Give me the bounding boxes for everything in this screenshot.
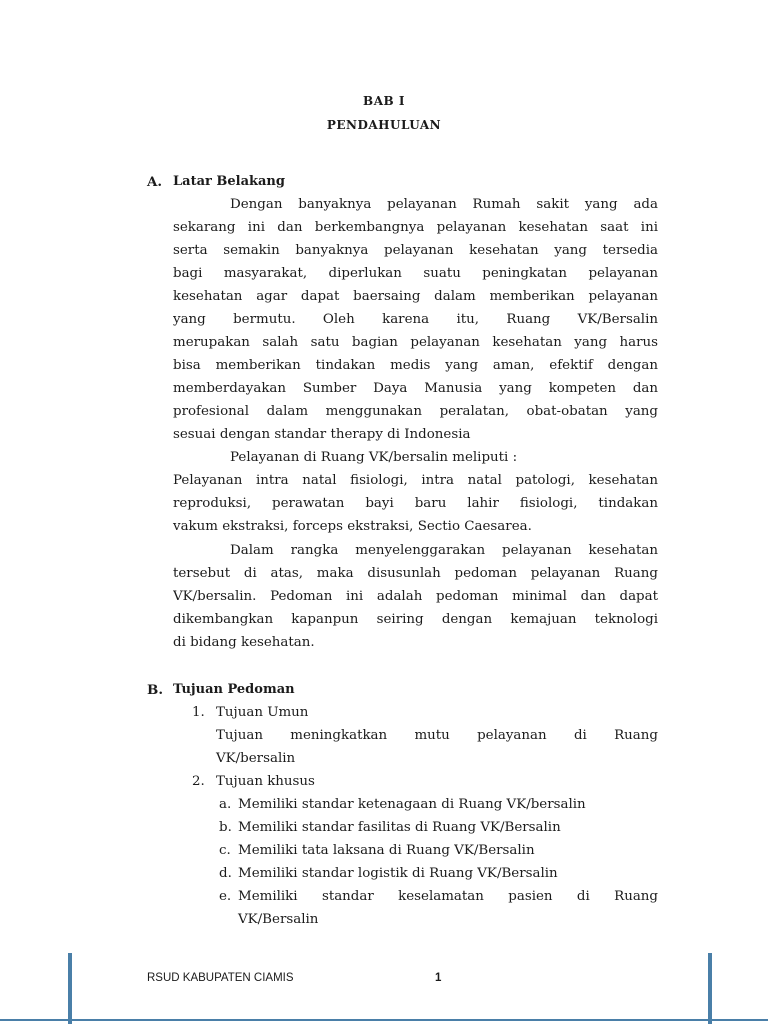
sub-item-marker: a.	[219, 797, 232, 812]
section-b-title: Tujuan Pedoman	[173, 682, 295, 697]
item-1-marker: 1.	[192, 705, 205, 720]
paragraph-line: di bidang kesehatan.	[173, 635, 315, 650]
chapter-number: BAB I	[363, 94, 405, 108]
footer-organization: RSUD KABUPATEN CIAMIS	[147, 972, 294, 984]
sub-item-text: Memiliki standar keselamatan pasien di Ruang	[238, 889, 658, 904]
section-b-marker: B.	[147, 682, 163, 698]
item-1-title: Tujuan Umun	[216, 705, 309, 720]
paragraph-line: sesuai dengan standar therapy di Indonesia	[173, 427, 471, 442]
item-2-marker: 2.	[192, 774, 205, 789]
paragraph-line: Pelayanan di Ruang VK/bersalin meliputi :	[230, 450, 518, 465]
section-a-title: Latar Belakang	[173, 174, 285, 189]
paragraph-line: Dengan banyaknya pelayanan Rumah sakit yang ada	[230, 197, 658, 212]
sub-item-text: Memiliki standar fasilitas di Ruang VK/Bersalin	[238, 820, 561, 835]
paragraph-line: profesional dalam menggunakan peralatan, obat-obatan yang	[173, 404, 658, 419]
sub-item-marker: c.	[219, 843, 231, 858]
item-2-title: Tujuan khusus	[216, 774, 315, 789]
paragraph-line: sekarang ini dan berkembangnya pelayanan kesehatan saat ini	[173, 220, 658, 235]
paragraph-line: serta semakin banyaknya pelayanan kesehatan yang tersedia	[173, 243, 658, 258]
paragraph-line: vakum ekstraksi, forceps ekstraksi, Sectio Caesarea.	[173, 519, 532, 534]
page-number: 1	[435, 972, 442, 984]
sub-item-marker: b.	[219, 820, 232, 835]
paragraph-line: Pelayanan intra natal fisiologi, intra natal patologi, kesehatan	[173, 473, 658, 488]
sub-item-marker: d.	[219, 866, 232, 881]
paragraph-line: VK/bersalin. Pedoman ini adalah pedoman minimal dan dapat	[173, 589, 658, 604]
section-a-marker: A.	[147, 174, 163, 190]
item-1-text: Tujuan meningkatkan mutu pelayanan di Ruang	[216, 728, 658, 743]
item-1-text: VK/bersalin	[216, 751, 296, 766]
paragraph-line: kesehatan agar dapat baersaing dalam memberikan pelayanan	[173, 289, 658, 304]
footer-left-bar	[68, 953, 72, 1024]
paragraph-line: tersebut di atas, maka disusunlah pedoman pelayanan Ruang	[173, 566, 658, 581]
paragraph-line: yang bermutu. Oleh karena itu, Ruang VK/Bersalin	[173, 312, 658, 327]
sub-item-text: Memiliki standar logistik di Ruang VK/Bersalin	[238, 866, 558, 881]
paragraph-line: dikembangkan kapanpun seiring dengan kemajuan teknologi	[173, 612, 658, 627]
sub-item-marker: e.	[219, 889, 232, 904]
paragraph-line: merupakan salah satu bagian pelayanan kesehatan yang harus	[173, 335, 658, 350]
paragraph-line: bisa memberikan tindakan medis yang aman, efektif dengan	[173, 358, 658, 373]
paragraph-line: reproduksi, perawatan bayi baru lahir fisiologi, tindakan	[173, 496, 658, 511]
chapter-title: PENDAHULUAN	[326, 118, 442, 132]
paragraph-line: bagi masyarakat, diperlukan suatu peningkatan pelayanan	[173, 266, 658, 281]
footer-right-bar	[708, 953, 712, 1024]
paragraph-line: Dalam rangka menyelenggarakan pelayanan kesehatan	[230, 543, 658, 558]
footer-rule	[0, 1019, 768, 1021]
sub-item-text: Memiliki standar ketenagaan di Ruang VK/bersalin	[238, 797, 586, 812]
paragraph-line: memberdayakan Sumber Daya Manusia yang kompeten dan	[173, 381, 658, 396]
sub-item-text-continued: VK/Bersalin	[238, 912, 319, 927]
sub-item-text: Memiliki tata laksana di Ruang VK/Bersalin	[238, 843, 535, 858]
